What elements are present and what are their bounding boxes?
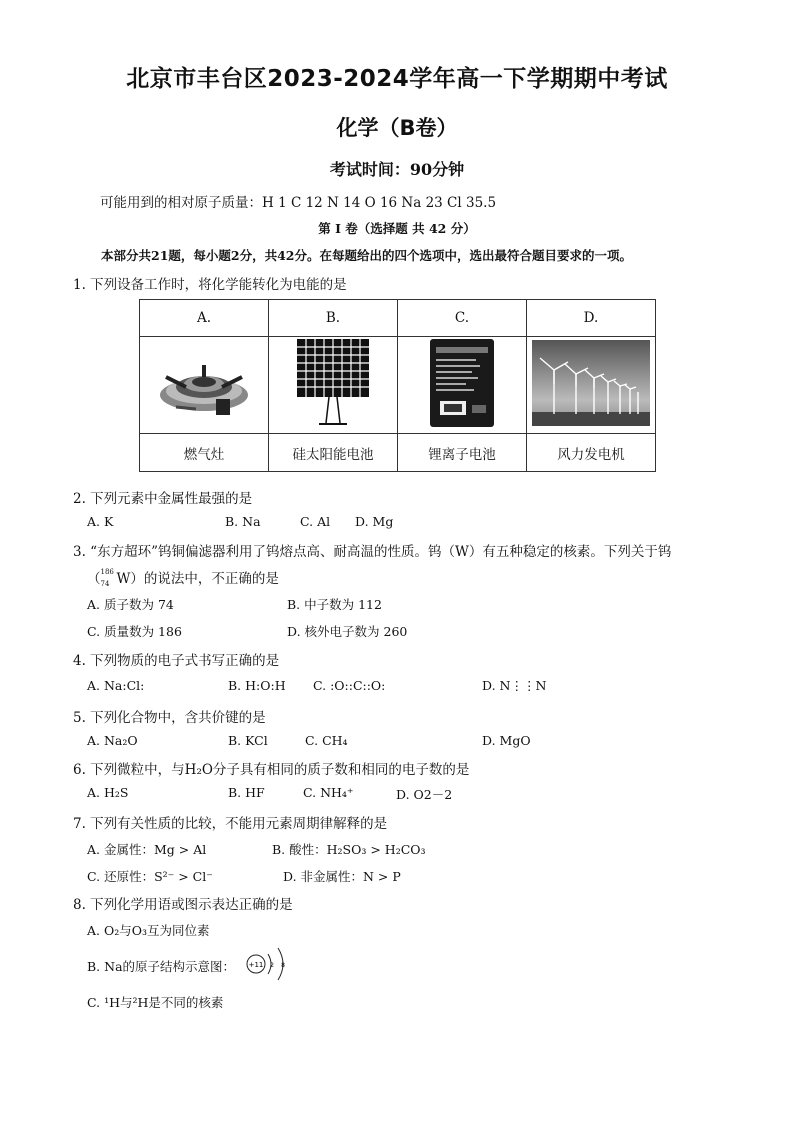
q7-option-d[interactable]: D. 非金属性：N > P	[283, 869, 401, 884]
q7-option-c[interactable]: C. 还原性：S²⁻ > Cl⁻	[87, 869, 213, 884]
q4-option-b[interactable]: B. H:O:H	[228, 678, 286, 693]
exam-time: 考试时间：90分钟	[329, 160, 465, 179]
q5-option-c[interactable]: C. CH₄	[305, 733, 348, 748]
shell-1-electrons: 2	[270, 962, 274, 969]
q3-option-b[interactable]: B. 中子数为 112	[287, 597, 382, 612]
q5-option-b[interactable]: B. KCl	[228, 733, 268, 748]
tungsten-isotope: 186 74	[100, 567, 114, 588]
q5-option-a[interactable]: A. Na₂O	[87, 733, 138, 748]
q4-option-c[interactable]: C. :O::C::O:	[313, 678, 386, 693]
q4-option-d[interactable]: D. N⋮⋮N	[482, 678, 547, 693]
q6-option-a[interactable]: A. H₂S	[87, 785, 129, 800]
section-heading: 第 I 卷（选择题 共 42 分）	[318, 221, 476, 236]
q3-option-a[interactable]: A. 质子数为 74	[87, 597, 174, 612]
question-3-stem-line2: （ 186 74 W）的说法中，不正确的是	[87, 567, 279, 588]
battery-image	[426, 337, 498, 429]
solar-panel-image	[293, 337, 373, 429]
question-2-stem: 2. 下列元素中金属性最强的是	[73, 491, 253, 507]
nucleus-charge: +11	[248, 961, 264, 969]
option-c-label[interactable]: C.	[398, 300, 527, 337]
q2-option-c[interactable]: C. Al	[300, 514, 331, 529]
question-1-options-table	[139, 299, 656, 472]
page-title: 北京市丰台区2023-2024学年高一下学期期中考试	[126, 66, 668, 92]
q8-option-c[interactable]: C. ¹H与²H是不同的核素	[87, 995, 224, 1010]
question-6-stem: 6. 下列微粒中，与H₂O分子具有相同的质子数和相同的电子数的是	[73, 762, 470, 778]
atomic-masses: 可能用到的相对原子质量：H 1 C 12 N 14 O 16 Na 23 Cl 35.5	[100, 195, 497, 211]
shell-2-electrons: 8	[281, 962, 285, 969]
option-c-name: 锂离子电池	[398, 434, 527, 472]
q6-option-b[interactable]: B. HF	[228, 785, 265, 800]
q7-option-a[interactable]: A. 金属性：Mg > Al	[87, 842, 207, 857]
q3-option-d[interactable]: D. 核外电子数为 260	[287, 624, 408, 639]
q3-option-c[interactable]: C. 质量数为 186	[87, 624, 182, 639]
option-d-name: 风力发电机	[527, 434, 656, 472]
option-b-name: 硅太阳能电池	[269, 434, 398, 472]
option-a-label[interactable]: A.	[140, 300, 269, 337]
q8-option-a[interactable]: A. O₂与O₃互为同位素	[87, 923, 210, 938]
q6-option-c[interactable]: C. NH₄⁺	[303, 785, 354, 800]
sodium-atom-structure-diagram	[244, 946, 292, 982]
question-8-stem: 8. 下列化学用语或图示表达正确的是	[73, 897, 293, 913]
question-1-stem: 1. 下列设备工作时，将化学能转化为电能的是	[73, 277, 347, 293]
option-a-name: 燃气灶	[140, 434, 269, 472]
q2-option-b[interactable]: B. Na	[225, 514, 261, 529]
q4-option-a[interactable]: A. Na:Cl:	[87, 678, 145, 693]
q5-option-d[interactable]: D. MgO	[482, 733, 531, 748]
gas-stove-image	[156, 347, 252, 419]
question-7-stem: 7. 下列有关性质的比较，不能用元素周期律解释的是	[73, 816, 388, 832]
question-4-stem: 4. 下列物质的电子式书写正确的是	[73, 653, 280, 669]
page-subtitle: 化学（B卷）	[336, 116, 458, 140]
instructions: 本部分共21题，每小题2分，共42分。在每题给出的四个选项中，选出最符合题目要求的一项。	[101, 248, 632, 263]
q8-option-b[interactable]: B. Na的原子结构示意图：	[87, 959, 236, 974]
wind-turbine-image	[532, 340, 650, 426]
q6-option-d[interactable]: D. O2－2	[396, 787, 453, 802]
question-3-stem: 3. “东方超环”钨铜偏滤器利用了钨熔点高、耐高温的性质。钨（W）有五种稳定的核素。下列关于钨	[73, 544, 672, 560]
q2-option-a[interactable]: A. K	[87, 514, 114, 529]
q2-option-d[interactable]: D. Mg	[355, 514, 394, 529]
q7-option-b[interactable]: B. 酸性：H₂SO₃ > H₂CO₃	[272, 842, 426, 857]
option-b-label[interactable]: B.	[269, 300, 398, 337]
question-5-stem: 5. 下列化合物中，含共价键的是	[73, 710, 266, 726]
option-d-label[interactable]: D.	[527, 300, 656, 337]
